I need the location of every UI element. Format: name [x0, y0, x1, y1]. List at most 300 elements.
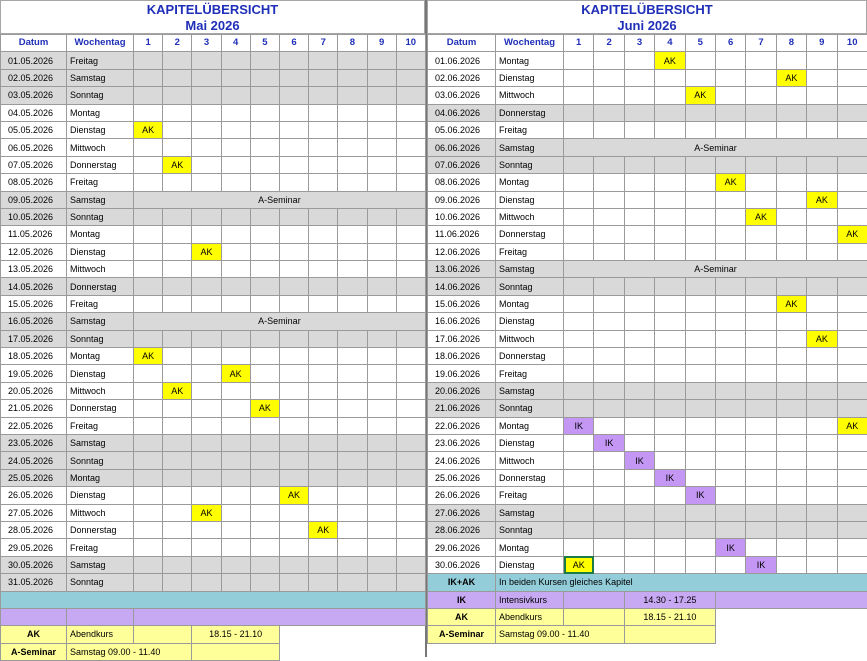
chapter-cell[interactable]: [221, 417, 250, 434]
chapter-cell[interactable]: [163, 104, 192, 121]
chapter-cell[interactable]: [134, 243, 163, 260]
date-cell[interactable]: 02.05.2026: [1, 69, 67, 86]
chapter-cell[interactable]: [163, 139, 192, 156]
chapter-cell[interactable]: [837, 556, 867, 573]
date-cell[interactable]: 26.06.2026: [428, 487, 496, 504]
chapter-cell[interactable]: [396, 52, 425, 69]
chapter-cell[interactable]: [685, 521, 715, 538]
chapter-cell[interactable]: [250, 261, 279, 278]
chapter-cell[interactable]: [250, 330, 279, 347]
chapter-cell[interactable]: [594, 104, 624, 121]
chapter-cell[interactable]: [396, 69, 425, 86]
chapter-cell[interactable]: [655, 521, 685, 538]
chapter-cell[interactable]: [837, 243, 867, 260]
chapter-cell[interactable]: [594, 278, 624, 295]
date-cell[interactable]: 03.06.2026: [428, 87, 496, 104]
chapter-cell[interactable]: [685, 504, 715, 521]
chapter-cell[interactable]: [776, 87, 806, 104]
chapter-cell[interactable]: [309, 539, 338, 556]
weekday-cell[interactable]: Mittwoch: [67, 504, 134, 521]
chapter-cell[interactable]: [367, 295, 396, 312]
chapter-cell[interactable]: [279, 295, 308, 312]
weekday-cell[interactable]: Mittwoch: [496, 87, 564, 104]
chapter-cell[interactable]: [221, 208, 250, 225]
chapter-cell[interactable]: [837, 104, 867, 121]
chapter-cell[interactable]: [655, 539, 685, 556]
chapter-cell[interactable]: [221, 69, 250, 86]
chapter-cell[interactable]: [685, 417, 715, 434]
chapter-cell[interactable]: [396, 539, 425, 556]
ak-chapter-cell[interactable]: AK: [192, 504, 221, 521]
weekday-cell[interactable]: Sonntag: [496, 521, 564, 538]
weekday-cell[interactable]: Dienstag: [496, 434, 564, 451]
chapter-cell[interactable]: [338, 278, 367, 295]
date-cell[interactable]: 11.06.2026: [428, 226, 496, 243]
chapter-cell[interactable]: [192, 261, 221, 278]
chapter-cell[interactable]: [192, 556, 221, 573]
date-cell[interactable]: 14.06.2026: [428, 278, 496, 295]
chapter-cell[interactable]: [715, 104, 745, 121]
chapter-cell[interactable]: [715, 156, 745, 173]
chapter-cell[interactable]: [807, 243, 837, 260]
chapter-cell[interactable]: [279, 452, 308, 469]
chapter-cell[interactable]: [807, 174, 837, 191]
chapter-cell[interactable]: [134, 521, 163, 538]
date-cell[interactable]: 17.06.2026: [428, 330, 496, 347]
chapter-cell[interactable]: [837, 487, 867, 504]
chapter-cell[interactable]: [715, 330, 745, 347]
chapter-cell[interactable]: [279, 556, 308, 573]
chapter-cell[interactable]: [594, 243, 624, 260]
chapter-cell[interactable]: [134, 504, 163, 521]
chapter-cell[interactable]: [250, 278, 279, 295]
chapter-cell[interactable]: [624, 365, 654, 382]
ak-chapter-cell[interactable]: AK: [309, 521, 338, 538]
weekday-cell[interactable]: Dienstag: [496, 313, 564, 330]
chapter-cell[interactable]: [367, 226, 396, 243]
ak-chapter-cell[interactable]: AK: [655, 52, 685, 69]
chapter-cell[interactable]: [776, 52, 806, 69]
chapter-cell[interactable]: [279, 504, 308, 521]
chapter-cell[interactable]: [594, 417, 624, 434]
date-cell[interactable]: 08.05.2026: [1, 174, 67, 191]
chapter-cell[interactable]: [564, 226, 594, 243]
chapter-cell[interactable]: [221, 278, 250, 295]
chapter-cell[interactable]: [685, 104, 715, 121]
chapter-cell[interactable]: [338, 417, 367, 434]
chapter-cell[interactable]: [594, 208, 624, 225]
chapter-cell[interactable]: [221, 330, 250, 347]
chapter-cell[interactable]: [807, 365, 837, 382]
chapter-cell[interactable]: [134, 295, 163, 312]
chapter-cell[interactable]: [192, 104, 221, 121]
chapter-cell[interactable]: [338, 556, 367, 573]
chapter-cell[interactable]: [564, 452, 594, 469]
chapter-cell[interactable]: [221, 87, 250, 104]
chapter-cell[interactable]: [685, 52, 715, 69]
chapter-cell[interactable]: [250, 452, 279, 469]
chapter-cell[interactable]: [367, 487, 396, 504]
date-cell[interactable]: 01.06.2026: [428, 52, 496, 69]
chapter-cell[interactable]: [279, 52, 308, 69]
chapter-cell[interactable]: [685, 365, 715, 382]
date-cell[interactable]: 05.05.2026: [1, 121, 67, 138]
chapter-cell[interactable]: [807, 521, 837, 538]
chapter-cell[interactable]: [338, 348, 367, 365]
chapter-cell[interactable]: [338, 69, 367, 86]
chapter-cell[interactable]: [776, 174, 806, 191]
chapter-cell[interactable]: [396, 295, 425, 312]
chapter-cell[interactable]: [163, 539, 192, 556]
chapter-cell[interactable]: [746, 87, 776, 104]
weekday-cell[interactable]: Freitag: [67, 295, 134, 312]
chapter-cell[interactable]: [250, 295, 279, 312]
chapter-cell[interactable]: [715, 434, 745, 451]
chapter-cell[interactable]: [396, 104, 425, 121]
chapter-cell[interactable]: [309, 52, 338, 69]
chapter-cell[interactable]: [715, 469, 745, 486]
chapter-cell[interactable]: [279, 434, 308, 451]
chapter-cell[interactable]: [163, 365, 192, 382]
chapter-cell[interactable]: [715, 365, 745, 382]
chapter-cell[interactable]: [338, 139, 367, 156]
chapter-cell[interactable]: [837, 400, 867, 417]
date-cell[interactable]: 25.06.2026: [428, 469, 496, 486]
chapter-cell[interactable]: [367, 156, 396, 173]
chapter-cell[interactable]: [564, 348, 594, 365]
date-cell[interactable]: 19.05.2026: [1, 365, 67, 382]
weekday-cell[interactable]: Freitag: [67, 417, 134, 434]
date-cell[interactable]: 30.05.2026: [1, 556, 67, 573]
ak-chapter-cell[interactable]: AK: [134, 121, 163, 138]
chapter-cell[interactable]: [594, 487, 624, 504]
chapter-cell[interactable]: [250, 556, 279, 573]
chapter-cell[interactable]: [837, 295, 867, 312]
weekday-cell[interactable]: Montag: [496, 174, 564, 191]
chapter-cell[interactable]: [396, 382, 425, 399]
chapter-cell[interactable]: [279, 400, 308, 417]
chapter-cell[interactable]: [221, 382, 250, 399]
ak-chapter-cell[interactable]: AK: [776, 295, 806, 312]
chapter-cell[interactable]: [594, 87, 624, 104]
chapter-cell[interactable]: [396, 278, 425, 295]
chapter-cell[interactable]: [134, 87, 163, 104]
chapter-cell[interactable]: [309, 243, 338, 260]
chapter-cell[interactable]: [367, 69, 396, 86]
weekday-cell[interactable]: Samstag: [67, 191, 134, 208]
date-cell[interactable]: 15.06.2026: [428, 295, 496, 312]
chapter-cell[interactable]: [250, 104, 279, 121]
date-cell[interactable]: 12.05.2026: [1, 243, 67, 260]
chapter-cell[interactable]: [776, 452, 806, 469]
date-cell[interactable]: 06.06.2026: [428, 139, 496, 156]
chapter-cell[interactable]: [776, 121, 806, 138]
chapter-cell[interactable]: [396, 330, 425, 347]
chapter-cell[interactable]: [594, 348, 624, 365]
chapter-cell[interactable]: [163, 278, 192, 295]
chapter-cell[interactable]: [250, 487, 279, 504]
chapter-cell[interactable]: [279, 87, 308, 104]
chapter-cell[interactable]: [221, 261, 250, 278]
date-cell[interactable]: 15.05.2026: [1, 295, 67, 312]
chapter-cell[interactable]: [807, 556, 837, 573]
chapter-cell[interactable]: [594, 382, 624, 399]
chapter-cell[interactable]: [338, 226, 367, 243]
ik-chapter-cell[interactable]: IK: [624, 452, 654, 469]
weekday-cell[interactable]: Donnerstag: [496, 348, 564, 365]
chapter-cell[interactable]: [309, 330, 338, 347]
chapter-cell[interactable]: [564, 469, 594, 486]
chapter-cell[interactable]: [396, 400, 425, 417]
chapter-cell[interactable]: [192, 400, 221, 417]
chapter-cell[interactable]: [163, 417, 192, 434]
chapter-cell[interactable]: [134, 156, 163, 173]
chapter-cell[interactable]: [250, 139, 279, 156]
chapter-cell[interactable]: [338, 521, 367, 538]
chapter-cell[interactable]: [367, 87, 396, 104]
chapter-cell[interactable]: [250, 87, 279, 104]
chapter-cell[interactable]: [367, 52, 396, 69]
chapter-cell[interactable]: [807, 295, 837, 312]
chapter-cell[interactable]: [279, 539, 308, 556]
chapter-cell[interactable]: [776, 226, 806, 243]
chapter-cell[interactable]: [837, 191, 867, 208]
chapter-cell[interactable]: [250, 156, 279, 173]
chapter-cell[interactable]: [221, 452, 250, 469]
chapter-cell[interactable]: [655, 208, 685, 225]
chapter-cell[interactable]: [624, 104, 654, 121]
chapter-cell[interactable]: [279, 121, 308, 138]
chapter-cell[interactable]: [367, 330, 396, 347]
weekday-cell[interactable]: Samstag: [67, 556, 134, 573]
chapter-cell[interactable]: [715, 191, 745, 208]
chapter-cell[interactable]: [594, 400, 624, 417]
chapter-cell[interactable]: [338, 174, 367, 191]
chapter-cell[interactable]: [655, 452, 685, 469]
weekday-cell[interactable]: Samstag: [496, 504, 564, 521]
chapter-cell[interactable]: [685, 452, 715, 469]
chapter-cell[interactable]: [837, 330, 867, 347]
date-cell[interactable]: 12.06.2026: [428, 243, 496, 260]
ik-chapter-cell[interactable]: IK: [564, 417, 594, 434]
weekday-cell[interactable]: Dienstag: [67, 487, 134, 504]
weekday-cell[interactable]: Mittwoch: [67, 261, 134, 278]
weekday-cell[interactable]: Sonntag: [67, 208, 134, 225]
chapter-cell[interactable]: [367, 400, 396, 417]
chapter-cell[interactable]: [715, 382, 745, 399]
chapter-cell[interactable]: [309, 348, 338, 365]
chapter-cell[interactable]: [807, 434, 837, 451]
chapter-cell[interactable]: [279, 139, 308, 156]
chapter-cell[interactable]: [655, 295, 685, 312]
chapter-cell[interactable]: [367, 104, 396, 121]
chapter-cell[interactable]: [624, 278, 654, 295]
weekday-cell[interactable]: Freitag: [496, 243, 564, 260]
chapter-cell[interactable]: [279, 469, 308, 486]
chapter-cell[interactable]: [309, 104, 338, 121]
weekday-cell[interactable]: Sonntag: [67, 452, 134, 469]
chapter-cell[interactable]: [715, 348, 745, 365]
chapter-cell[interactable]: [221, 121, 250, 138]
ak-chapter-cell[interactable]: AK: [776, 69, 806, 86]
chapter-cell[interactable]: [655, 504, 685, 521]
date-cell[interactable]: 29.06.2026: [428, 539, 496, 556]
chapter-cell[interactable]: [685, 313, 715, 330]
chapter-cell[interactable]: [746, 156, 776, 173]
chapter-cell[interactable]: [564, 382, 594, 399]
chapter-cell[interactable]: [279, 417, 308, 434]
chapter-cell[interactable]: [192, 417, 221, 434]
weekday-cell[interactable]: Donnerstag: [496, 104, 564, 121]
chapter-cell[interactable]: [367, 574, 396, 591]
chapter-cell[interactable]: [309, 69, 338, 86]
weekday-cell[interactable]: Freitag: [496, 365, 564, 382]
chapter-cell[interactable]: [134, 400, 163, 417]
date-cell[interactable]: 07.06.2026: [428, 156, 496, 173]
ik-chapter-cell[interactable]: IK: [685, 487, 715, 504]
chapter-cell[interactable]: [163, 69, 192, 86]
chapter-cell[interactable]: [624, 208, 654, 225]
chapter-cell[interactable]: [746, 295, 776, 312]
chapter-cell[interactable]: [624, 417, 654, 434]
weekday-cell[interactable]: Dienstag: [496, 556, 564, 573]
chapter-cell[interactable]: [594, 539, 624, 556]
chapter-cell[interactable]: [837, 52, 867, 69]
date-cell[interactable]: 16.05.2026: [1, 313, 67, 330]
date-cell[interactable]: 30.06.2026: [428, 556, 496, 573]
ak-chapter-cell[interactable]: AK: [715, 174, 745, 191]
date-cell[interactable]: 22.05.2026: [1, 417, 67, 434]
chapter-cell[interactable]: [338, 156, 367, 173]
chapter-cell[interactable]: [309, 556, 338, 573]
chapter-cell[interactable]: [807, 348, 837, 365]
chapter-cell[interactable]: [807, 121, 837, 138]
chapter-cell[interactable]: [746, 452, 776, 469]
date-cell[interactable]: 10.06.2026: [428, 208, 496, 225]
weekday-cell[interactable]: Dienstag: [67, 121, 134, 138]
date-cell[interactable]: 18.06.2026: [428, 348, 496, 365]
chapter-cell[interactable]: [807, 400, 837, 417]
chapter-cell[interactable]: [250, 69, 279, 86]
chapter-cell[interactable]: [134, 104, 163, 121]
chapter-cell[interactable]: [594, 174, 624, 191]
chapter-cell[interactable]: [192, 87, 221, 104]
date-cell[interactable]: 27.06.2026: [428, 504, 496, 521]
chapter-cell[interactable]: [564, 191, 594, 208]
chapter-cell[interactable]: [367, 382, 396, 399]
ik-chapter-cell[interactable]: IK: [715, 539, 745, 556]
chapter-cell[interactable]: [655, 87, 685, 104]
chapter-cell[interactable]: [564, 313, 594, 330]
chapter-cell[interactable]: [279, 365, 308, 382]
chapter-cell[interactable]: [221, 226, 250, 243]
chapter-cell[interactable]: [134, 556, 163, 573]
chapter-cell[interactable]: [564, 278, 594, 295]
weekday-cell[interactable]: Donnerstag: [496, 469, 564, 486]
chapter-cell[interactable]: [776, 434, 806, 451]
chapter-cell[interactable]: [163, 504, 192, 521]
date-cell[interactable]: 23.06.2026: [428, 434, 496, 451]
chapter-cell[interactable]: [594, 365, 624, 382]
chapter-cell[interactable]: [192, 139, 221, 156]
chapter-cell[interactable]: [807, 469, 837, 486]
date-cell[interactable]: 20.06.2026: [428, 382, 496, 399]
chapter-cell[interactable]: [594, 313, 624, 330]
chapter-cell[interactable]: [685, 278, 715, 295]
ik-chapter-cell[interactable]: IK: [594, 434, 624, 451]
chapter-cell[interactable]: [338, 87, 367, 104]
chapter-cell[interactable]: [746, 243, 776, 260]
chapter-cell[interactable]: [564, 52, 594, 69]
chapter-cell[interactable]: [564, 104, 594, 121]
chapter-cell[interactable]: [192, 365, 221, 382]
ak-chapter-cell[interactable]: AK: [221, 365, 250, 382]
chapter-cell[interactable]: [163, 434, 192, 451]
chapter-cell[interactable]: [163, 295, 192, 312]
date-cell[interactable]: 11.05.2026: [1, 226, 67, 243]
chapter-cell[interactable]: [594, 52, 624, 69]
chapter-cell[interactable]: [624, 469, 654, 486]
chapter-cell[interactable]: [134, 365, 163, 382]
chapter-cell[interactable]: [367, 261, 396, 278]
chapter-cell[interactable]: [338, 243, 367, 260]
date-cell[interactable]: 21.06.2026: [428, 400, 496, 417]
chapter-cell[interactable]: [624, 295, 654, 312]
weekday-cell[interactable]: Sonntag: [67, 574, 134, 591]
chapter-cell[interactable]: [776, 104, 806, 121]
chapter-cell[interactable]: [250, 574, 279, 591]
chapter-cell[interactable]: [715, 313, 745, 330]
chapter-cell[interactable]: [250, 469, 279, 486]
weekday-cell[interactable]: Sonntag: [496, 278, 564, 295]
chapter-cell[interactable]: [564, 121, 594, 138]
date-cell[interactable]: 17.05.2026: [1, 330, 67, 347]
chapter-cell[interactable]: [338, 487, 367, 504]
chapter-cell[interactable]: [564, 174, 594, 191]
chapter-cell[interactable]: [837, 521, 867, 538]
chapter-cell[interactable]: [624, 191, 654, 208]
chapter-cell[interactable]: [837, 469, 867, 486]
chapter-cell[interactable]: [746, 278, 776, 295]
chapter-cell[interactable]: [594, 504, 624, 521]
chapter-cell[interactable]: [309, 452, 338, 469]
weekday-cell[interactable]: Dienstag: [496, 69, 564, 86]
date-cell[interactable]: 20.05.2026: [1, 382, 67, 399]
weekday-cell[interactable]: Samstag: [67, 69, 134, 86]
chapter-cell[interactable]: [279, 208, 308, 225]
chapter-cell[interactable]: [279, 382, 308, 399]
chapter-cell[interactable]: [746, 174, 776, 191]
chapter-cell[interactable]: [309, 487, 338, 504]
weekday-cell[interactable]: Dienstag: [67, 243, 134, 260]
chapter-cell[interactable]: [221, 400, 250, 417]
chapter-cell[interactable]: [807, 313, 837, 330]
chapter-cell[interactable]: [715, 87, 745, 104]
chapter-cell[interactable]: [776, 365, 806, 382]
chapter-cell[interactable]: [309, 382, 338, 399]
chapter-cell[interactable]: [396, 574, 425, 591]
chapter-cell[interactable]: [134, 139, 163, 156]
date-cell[interactable]: 06.05.2026: [1, 139, 67, 156]
chapter-cell[interactable]: [367, 539, 396, 556]
chapter-cell[interactable]: [309, 574, 338, 591]
chapter-cell[interactable]: [367, 452, 396, 469]
chapter-cell[interactable]: [715, 521, 745, 538]
chapter-cell[interactable]: [396, 243, 425, 260]
chapter-cell[interactable]: [776, 504, 806, 521]
chapter-cell[interactable]: [163, 400, 192, 417]
chapter-cell[interactable]: [163, 87, 192, 104]
